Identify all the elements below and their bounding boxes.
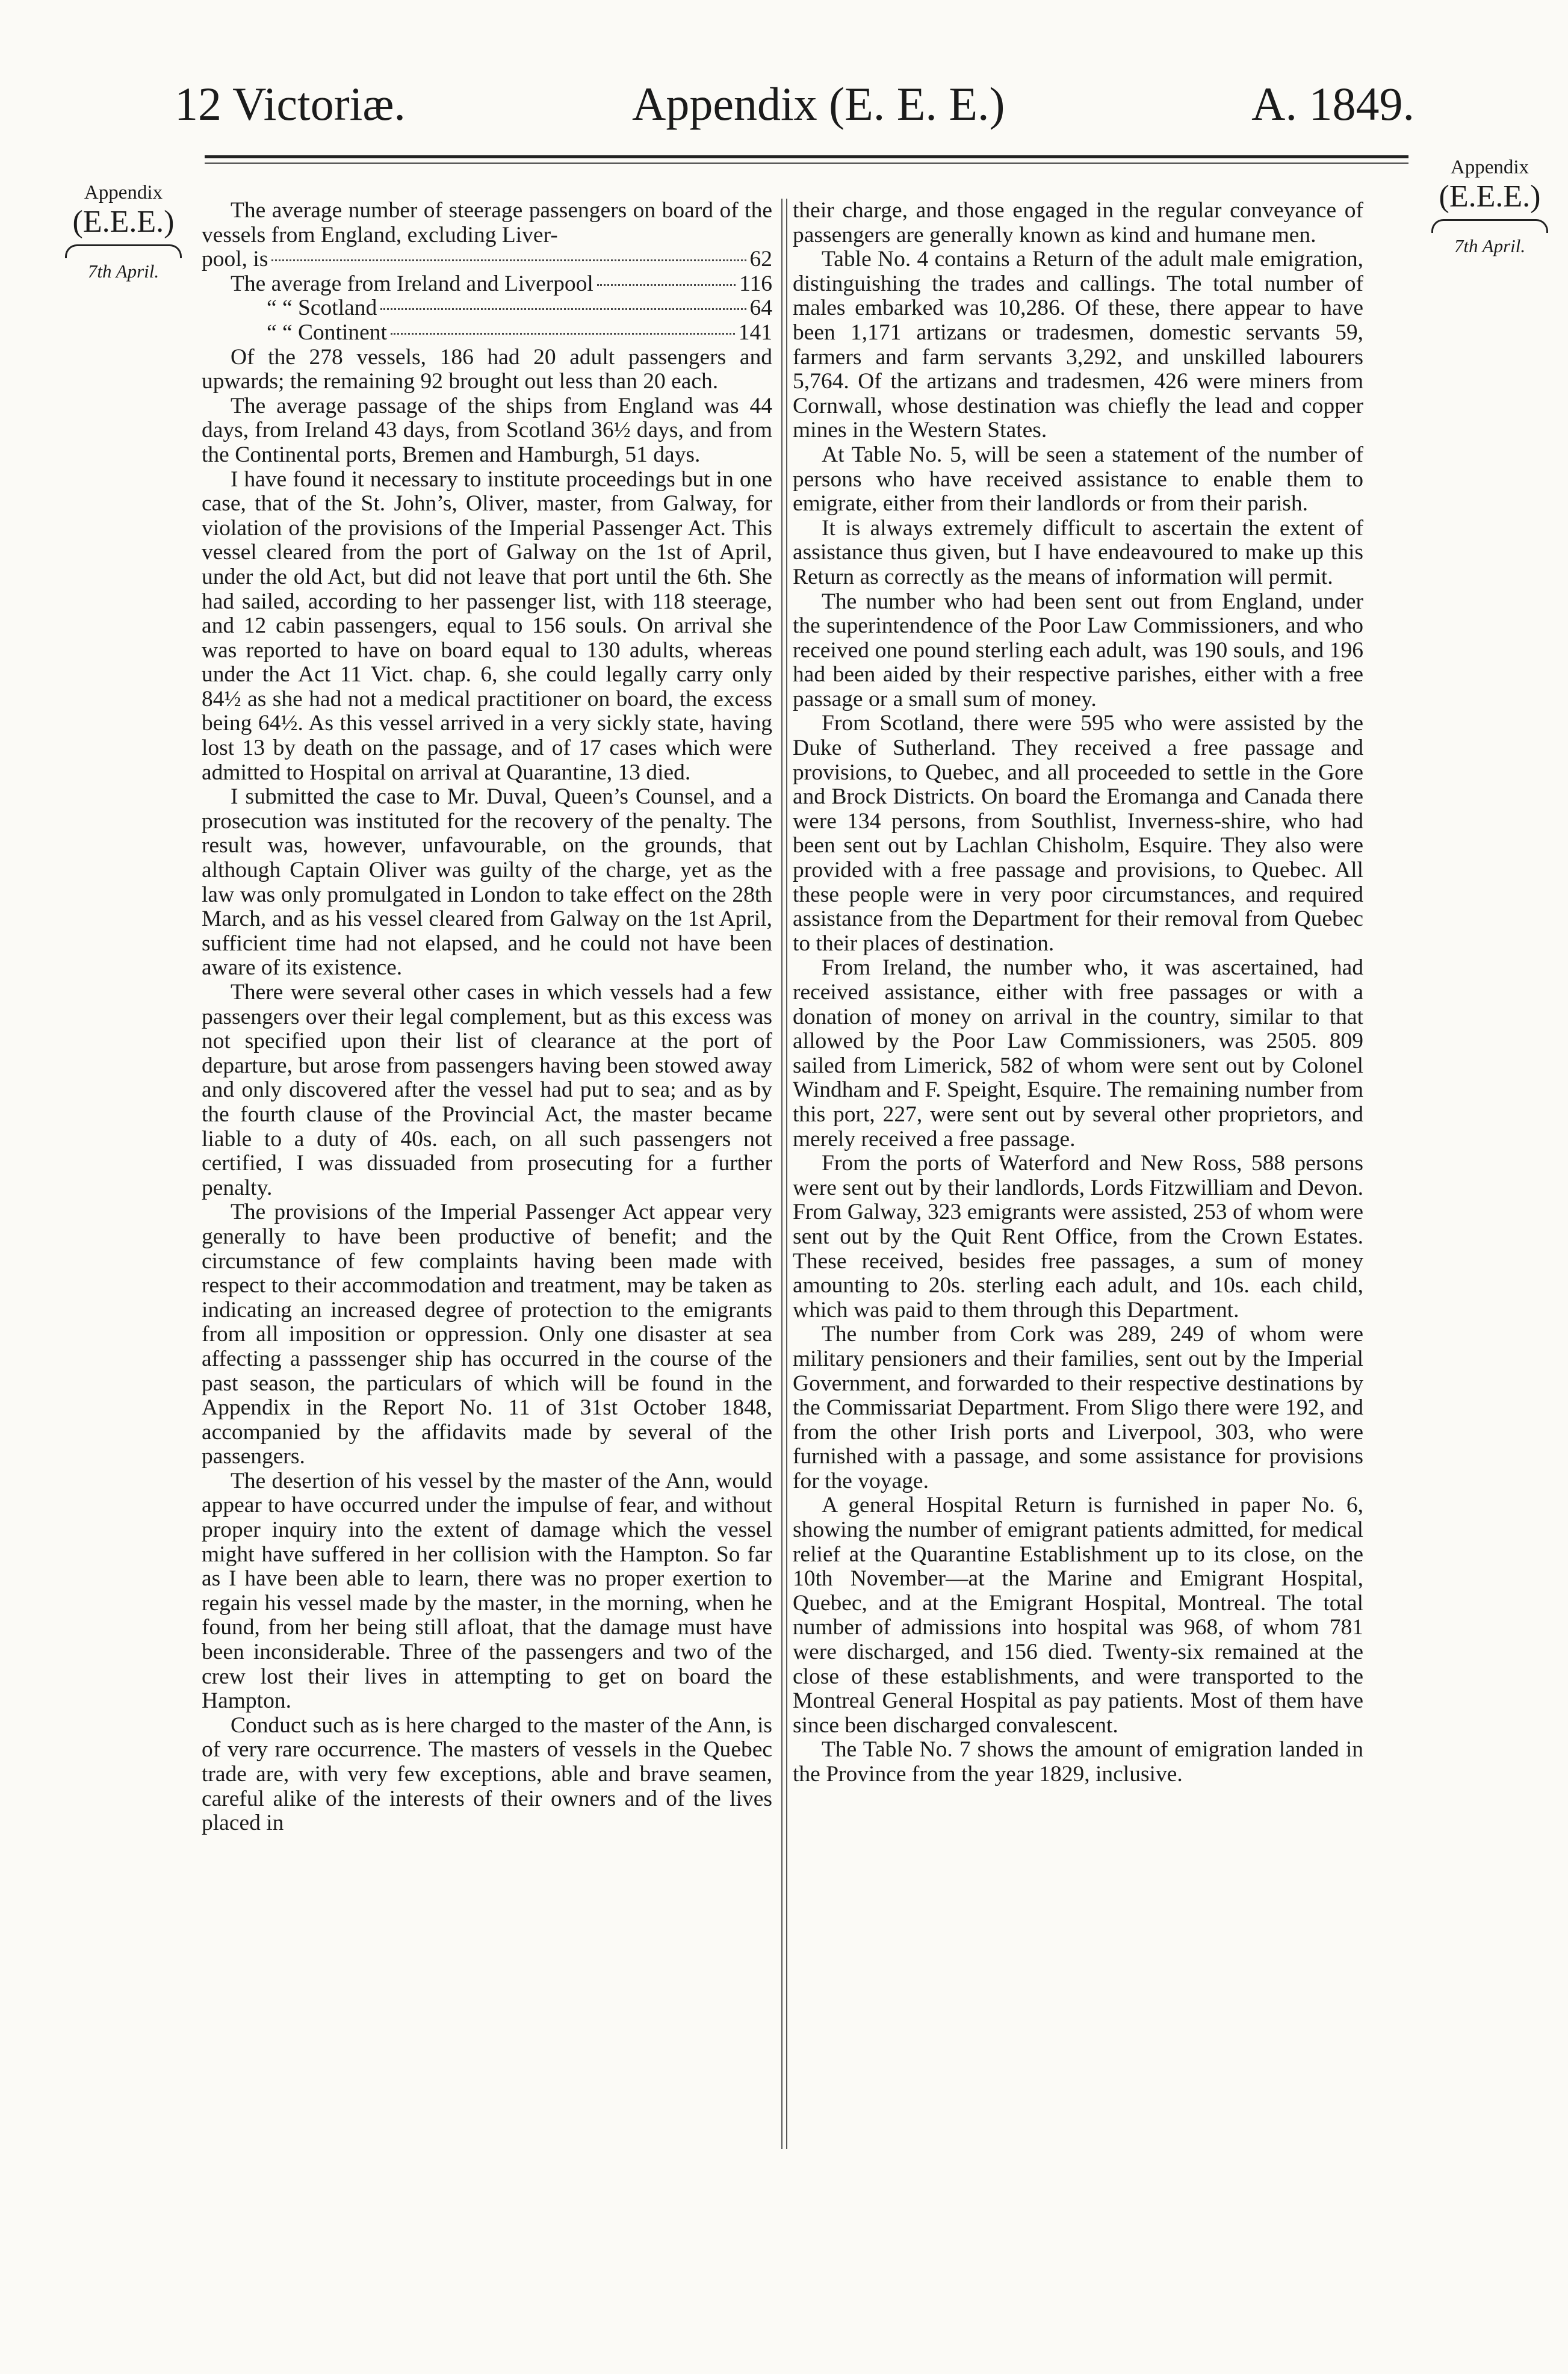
margin-appendix-code: (E.E.E.) [72,205,175,239]
paragraph: The desertion of his vessel by the master of the Ann, would appear to have occurred under the impulse of fear, and without proper inquiry into the extent of damage which the vessel might have suffered in her collision with the Hampton. So far as I have been able to learn, there was no proper exertion to regain his vessel made by the master, in the morning, when he found, from her being still afloat, that the damage must have been inconsiderable. Three of the passengers and two of the crew lost their lives in attempting to get on board the Hampton. [202,1468,772,1714]
stat-row [202,296,772,321]
margin-appendix-label: Appendix [84,182,163,203]
paragraph: There were several other cases in which vessels had a few passengers over their legal complement, but as this excess was not specified upon their list of clearance at the port of departure, but arose from passengers having been stowed away and only discovered after the vessel had put to sea; and as by the fourth clause of the Provincial Act, the master became liable to a duty of 40s. each, on all such passengers not certified, I was dissuaded from prosecuting for a further penalty. [202,980,772,1200]
header-appendix: Appendix (E. E. E.) [632,78,1005,130]
right-column [793,199,1363,1787]
margin-appendix-code: (E.E.E.) [1439,179,1541,214]
stat-label: The average from Ireland and Liverpool [231,271,593,296]
margin-date: 7th April. [1454,235,1526,256]
margin-brace [65,244,182,258]
column-divider [781,199,782,2149]
stat-value: 141 [738,320,772,345]
paragraph: From Ireland, the number who, it was ascertained, had received assistance, either with free passages or with a donation of money on arrival in the country, similar to that allowed by the Poor Law Commissioners, was 2505. 809 sailed from Limerick, 582 of whom were sent out by Colonel Windham and F. Speight, Esquire. The remaining number from this port, 227, were sent out by several other proprietors, and merely received a free passage. [793,955,1363,1151]
margin-date: 7th April. [87,261,160,282]
left-column [202,199,772,1836]
paragraph-continued: their charge, and those engaged in the regular conveyance of passengers are generally known as kind and humane men. [793,198,1363,247]
stat-label: “ “ Continent [267,320,387,345]
paragraph-intro: The average number of steerage passengers on board of the vessels from England, excluding Liver- [202,198,772,247]
header-year: A. 1849. [1251,78,1415,130]
header-rule-thick [205,155,1408,158]
paragraph: The provisions of the Imperial Passenger Act appear very generally to have been productive of benefit; and the circumstance of few complaints having been made with respect to their accommodation and treatment, may be taken as indicating an increased degree of protection to the emigrants from all imposition or oppression. Only one disaster at sea affecting a passsenger ship has occurred in the course of the past season, the particulars of which will be found in the Appendix in the Report No. 11 of 31st October 1848, accompanied by the affidavits made by several of the passengers. [202,1200,772,1469]
stat-value: 62 [749,247,772,272]
leader-dots [271,259,746,261]
header-session: 12 Victoriæ. [175,78,406,130]
paragraph: The average passage of the ships from England was 44 days, from Ireland 43 days, from Scotland 36½ days, and from the Continental ports, Bremen and Hamburgh, 51 days. [202,393,772,467]
column-divider [786,199,787,2149]
paragraph: Of the 278 vessels, 186 had 20 adult passengers and upwards; the remaining 92 brought out less than 20 each. [202,344,772,394]
stat-row [202,247,772,272]
stat-label: “ “ Scotland [267,296,377,321]
margin-note-left [54,181,193,284]
paragraph: I have found it necessary to institute proceedings but in one case, that of the St. John’s, Oliver, master, from Galway, for violation of the provisions of the Imperial Passenger Act. This vessel cleared from the port of Galway on the 1st of April, under the old Act, but did not leave that port until the 6th. She had sailed, according to her passenger list, with 118 steerage, and 12 cabin passengers, equal to 156 souls. On arrival she was reported to have on board equal to 130 adults, whereas under the Act 11 Vict. chap. 6, she could legally carry only 84½ as she had not a medical practitioner on board, the excess being 64½. As this vessel arrived in a very sickly state, having lost 13 by death on the passage, and of 17 cases which were admitted to Hospital on arrival at Quarantine, 13 died. [202,466,772,785]
paragraph: At Table No. 5, will be seen a statement of the number of persons who have received assistance to enable them to emigrate, either from their landlords or from their parish. [793,442,1363,516]
paragraph: The number who had been sent out from England, under the superintendence of the Poor Law Commissioners, and who received one pound sterling each adult, was 190 souls, and 196 had been aided by their respective parishes, either with a free passage or a small sum of money. [793,589,1363,711]
paragraph: Conduct such as is here charged to the master of the Ann, is of very rare occurrence. The masters of vessels in the Quebec trade are, with very few exceptions, able and brave seamen, careful alike of the interests of their owners and of the lives placed in [202,1712,772,1836]
paragraph: It is always extremely difficult to ascertain the extent of assistance thus given, but I have endeavoured to make up this Return as correctly as the means of information will permit. [793,515,1363,589]
paragraph: I submitted the case to Mr. Duval, Queen’s Counsel, and a prosecution was instituted for the recovery of the penalty. The result was, however, unfavourable, on the grounds, that although Captain Oliver was guilty of the charge, yet as the law was only promulgated in London to take effect on the 28th March, and as his vessel cleared from Galway on the 1st April, sufficient time had not elapsed, and he could not have been aware of its existence. [202,784,772,981]
paragraph: The number from Cork was 289, 249 of whom were military pensioners and their families, sent out by the Imperial Government, and forwarded to their respective destinations by the Commissariat Department. From Sligo there were 192, and from the other Irish ports and Liverpool, 303, who were furnished with a passage, and some assistance for provisions for the voyage. [793,1322,1363,1493]
leader-dots [597,284,736,286]
header-rule-thin [205,163,1408,164]
stat-value: 64 [749,296,772,321]
leader-dots [391,333,735,335]
margin-appendix-label: Appendix [1450,157,1529,178]
paragraph: A general Hospital Return is furnished in paper No. 6, showing the number of emigrant patients admitted, for medical relief at the Quarantine Establishment up to its close, on the 10th November—at the Marine and Emigrant Hospital, Quebec, and at the Emigrant Hospital, Montreal. The total number of admissions into hospital was 968, of whom 781 were discharged, and 156 died. Twenty-six remained at the close of these establishments, and were transported to the Montreal General Hospital as pay patients. Most of them have since been discharged convalescent. [793,1493,1363,1738]
leader-dots [380,308,746,310]
stat-row [202,272,772,297]
stat-label: pool, is [202,247,268,272]
stat-row [202,321,772,346]
margin-note-right [1421,155,1559,258]
margin-brace [1431,219,1548,233]
paragraph: From the ports of Waterford and New Ross, 588 persons were sent out by their landlords, Lords Fitzwilliam and Devon. From Galway, 323 emigrants were assisted, 253 of whom were sent out by the Quit Rent Office, from the Crown Estates. These received, besides free passages, a sum of money amounting to 20s. sterling each adult, and 10s. each child, which was paid to them through this Department. [793,1151,1363,1322]
running-header [175,71,1415,137]
paragraph: The Table No. 7 shows the amount of emigration landed in the Province from the year 1829, inclusive. [793,1737,1363,1787]
paragraph: Table No. 4 contains a Return of the adult male emigration, distinguishing the trades and callings. The total number of males embarked was 10,286. Of these, there appear to have been 1,171 artizans or tradesmen, domestic servants 59, farmers and farm servants 3,292, and unskilled labourers 5,764. Of the artizans and tradesmen, 426 were miners from Cornwall, whose destination was chiefly the lead and copper mines in the Western States. [793,247,1363,443]
paragraph: From Scotland, there were 595 who were assisted by the Duke of Sutherland. They received a free passage and provisions, to Quebec, and all proceeded to settle in the Gore and Brock Districts. On board the Eromanga and Canada there were 134 persons, from Southlist, Inverness-shire, who had been sent out by Lachlan Chisholm, Esquire. They also were provided with a free passage and provisions, to Quebec. All these people were in very poor circumstances, and required assistance from the Department for their removal from Quebec to their places of destination. [793,711,1363,956]
stat-value: 116 [739,271,772,296]
